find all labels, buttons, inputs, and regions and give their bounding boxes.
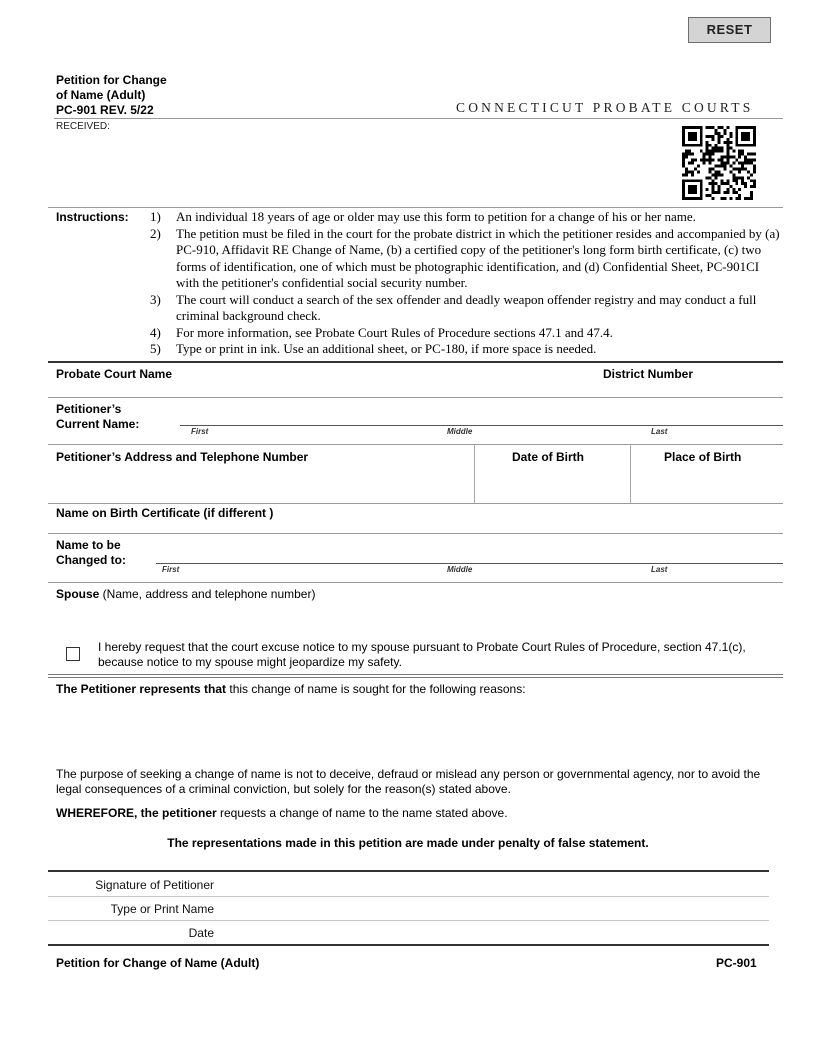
form-title bbox=[56, 73, 167, 118]
instruction-text: The court will conduct a search of the sex offender and deadly weapon offender registry and may conduct a full criminal background check. bbox=[176, 291, 757, 323]
instruction-item bbox=[150, 209, 782, 226]
new-first-sublabel: First bbox=[162, 565, 180, 574]
row-divider bbox=[48, 674, 783, 675]
row-divider bbox=[48, 582, 783, 583]
wherefore-bold: WHEREFORE, the petitioner bbox=[56, 806, 217, 820]
form-title-line1: Petition for Change bbox=[56, 73, 167, 87]
instruction-text: An individual 18 years of age or older may use this form to petition for a change of his or her name. bbox=[176, 209, 696, 224]
spouse-label-rest: (Name, address and telephone number) bbox=[99, 587, 316, 601]
district-number-label: District Number bbox=[603, 367, 694, 381]
signature-field[interactable] bbox=[48, 896, 769, 897]
column-divider bbox=[630, 444, 631, 503]
current-first-sublabel: First bbox=[191, 427, 209, 436]
form-title-line2: of Name (Adult) bbox=[56, 88, 146, 102]
signature-top-divider bbox=[48, 870, 769, 872]
changed-to-input-line[interactable] bbox=[156, 563, 783, 564]
date-label: Date bbox=[188, 926, 214, 940]
footer-title: Petition for Change of Name (Adult) bbox=[56, 956, 260, 970]
instruction-text: Type or print in ink. Use an additional sheet, or PC-180, if more space is needed. bbox=[176, 341, 597, 356]
instruction-item bbox=[150, 292, 782, 325]
row-divider bbox=[48, 444, 783, 445]
print-name-field[interactable] bbox=[48, 920, 769, 921]
changed-to-label bbox=[56, 538, 126, 568]
probate-court-name-label: Probate Court Name bbox=[56, 367, 173, 381]
representation-rest: this change of name is sought for the following reasons: bbox=[226, 682, 526, 696]
excuse-spouse-notice-checkbox[interactable] bbox=[66, 647, 80, 661]
row-divider bbox=[48, 533, 783, 534]
date-field[interactable] bbox=[48, 944, 769, 946]
reset-button[interactable]: RESET bbox=[688, 17, 771, 43]
address-phone-label: Petitioner’s Address and Telephone Number bbox=[56, 450, 309, 464]
instruction-text: For more information, see Probate Court Rules of Procedure sections 47.1 and 47.4. bbox=[176, 324, 613, 340]
representation-statement bbox=[56, 682, 526, 697]
signature-label: Signature of Petitioner bbox=[95, 878, 214, 892]
purpose-statement: The purpose of seeking a change of name is not to deceive, defraud or mislead any person or governmental agency, nor to avoid the legal consequences of a criminal conviction, but solely for the reason(s) stated above. bbox=[56, 767, 761, 796]
spouse-label bbox=[56, 587, 315, 602]
form-number: PC-901 REV. 5/22 bbox=[56, 103, 154, 117]
instruction-number: 1) bbox=[150, 209, 161, 224]
row-divider bbox=[48, 503, 783, 504]
instruction-number: 5) bbox=[150, 341, 161, 356]
row-divider bbox=[48, 677, 783, 678]
instructions-bottom-divider bbox=[48, 361, 783, 363]
penalty-statement: The representations made in this petition are made under penalty of false statement. bbox=[167, 836, 649, 850]
changed-to-label-line1: Name to be bbox=[56, 538, 121, 552]
date-of-birth-label: Date of Birth bbox=[512, 450, 584, 464]
instruction-number: 2) bbox=[150, 225, 161, 241]
row-divider bbox=[48, 397, 783, 398]
footer-form-number: PC-901 bbox=[716, 956, 757, 970]
place-of-birth-label: Place of Birth bbox=[664, 450, 742, 464]
instruction-text: The petition must be filed in the court for the probate district in which the petitioner resides and accompanied by (a) PC-910, Affidavit RE Change of Name, (b) a certified copy of the petitioner's long form birth certificate, (c) two forms of identification, one of which must be photographic identification, and (d) Confidential Sheet, PC-901CI with the petitioner's confidential social security number. bbox=[176, 225, 780, 290]
received-label: RECEIVED: bbox=[56, 121, 110, 132]
instruction-item bbox=[150, 325, 782, 342]
instruction-number: 4) bbox=[150, 324, 161, 340]
new-last-sublabel: Last bbox=[651, 565, 668, 574]
instruction-item bbox=[150, 226, 782, 292]
current-middle-sublabel: Middle bbox=[447, 427, 473, 436]
print-name-label: Type or Print Name bbox=[110, 902, 214, 916]
changed-to-label-line2: Changed to: bbox=[56, 553, 126, 567]
wherefore-rest: requests a change of name to the name stated above. bbox=[216, 806, 508, 820]
column-divider bbox=[474, 444, 475, 503]
spouse-notice-text: I hereby request that the court excuse notice to my spouse pursuant to Probate Court Rules of Procedure, section 47.1(c), because notice to my spouse might jeopardize my safety. bbox=[98, 640, 746, 669]
new-middle-sublabel: Middle bbox=[447, 565, 473, 574]
birth-certificate-name-label: Name on Birth Certificate (if different ) bbox=[56, 506, 274, 520]
current-last-sublabel: Last bbox=[651, 427, 668, 436]
representation-bold: The Petitioner represents that bbox=[56, 682, 227, 696]
instruction-item bbox=[150, 341, 782, 358]
qr-code-icon bbox=[682, 126, 756, 200]
current-name-label bbox=[56, 402, 139, 432]
wherefore-statement bbox=[56, 806, 508, 821]
instructions-list bbox=[150, 209, 782, 358]
spouse-label-bold: Spouse bbox=[56, 587, 100, 601]
current-name-label-line2: Current Name: bbox=[56, 417, 140, 431]
brand-title: CONNECTICUT PROBATE COURTS bbox=[456, 100, 754, 115]
instructions-top-divider bbox=[48, 207, 783, 208]
header-divider bbox=[54, 118, 783, 119]
current-name-label-line1: Petitioner’s bbox=[56, 402, 122, 416]
current-name-input-line[interactable] bbox=[180, 425, 783, 426]
instructions-label: Instructions: bbox=[56, 210, 129, 224]
instruction-number: 3) bbox=[150, 291, 161, 307]
